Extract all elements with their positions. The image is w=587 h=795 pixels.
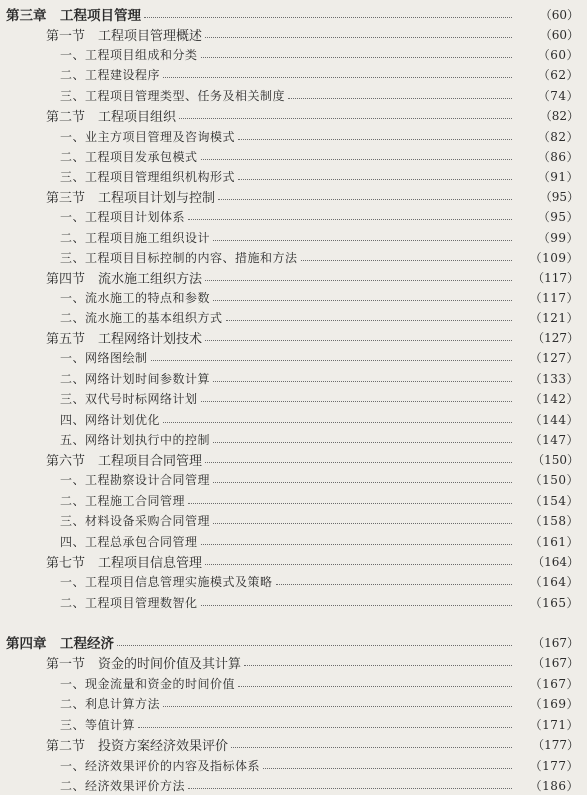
toc-page-number: （186） — [529, 778, 579, 793]
toc-item-row — [0, 227, 587, 247]
toc-section-row — [0, 734, 587, 754]
toc-section-row — [0, 267, 587, 287]
toc-item-row — [0, 166, 587, 186]
dot-leader — [201, 56, 512, 58]
dot-leader — [213, 380, 512, 382]
toc-page-number: （167） — [532, 635, 579, 650]
toc-item-row — [0, 126, 587, 146]
toc-page-number: （133） — [529, 371, 579, 386]
toc-title: 三、双代号时标网络计划 — [60, 391, 198, 406]
toc-item-row — [0, 307, 587, 327]
dot-leader — [244, 664, 512, 666]
dot-leader — [301, 259, 512, 261]
toc-title: 第一节 资金的时间价值及其计算 — [46, 656, 242, 672]
dot-leader — [213, 481, 512, 483]
toc-chapter-row — [0, 4, 587, 24]
toc-page-number: （74） — [537, 88, 579, 103]
toc-item-row — [0, 287, 587, 307]
toc-title: 一、经济效果评价的内容及指标体系 — [60, 758, 261, 773]
toc-item-row — [0, 368, 587, 388]
toc-title: 二、经济效果评价方法 — [60, 778, 186, 793]
toc-title: 二、流水施工的基本组织方式 — [60, 310, 223, 325]
toc-page-number: （164） — [532, 554, 579, 569]
toc-title: 第一节 工程项目管理概述 — [46, 28, 203, 44]
toc-page-number: （95） — [539, 189, 579, 204]
toc-item-row — [0, 409, 587, 429]
toc-title: 第六节 工程项目合同管理 — [46, 453, 203, 469]
toc-item-row — [0, 429, 587, 449]
toc-page-number: （169） — [529, 696, 579, 711]
toc-page-number: （154） — [529, 493, 579, 508]
toc-page-number: （150） — [532, 452, 579, 467]
dot-leader — [179, 117, 512, 119]
toc-page-number: （127） — [532, 330, 579, 345]
dot-leader — [201, 400, 512, 402]
dot-leader — [213, 239, 512, 241]
toc-section-row — [0, 327, 587, 347]
toc-page-number: （95） — [537, 209, 579, 224]
dot-leader — [144, 16, 512, 18]
toc-section-row — [0, 24, 587, 44]
toc-page-number: （91） — [537, 169, 579, 184]
dot-leader — [276, 583, 512, 585]
toc-item-row — [0, 510, 587, 530]
toc-title: 一、工程勘察设计合同管理 — [60, 472, 211, 487]
toc-item-row — [0, 693, 587, 713]
toc-title: 一、现金流量和资金的时间价值 — [60, 676, 236, 691]
dot-leader — [288, 97, 512, 99]
toc-item-row — [0, 469, 587, 489]
toc-title: 第四节 流水施工组织方法 — [46, 271, 203, 287]
toc-item-row — [0, 490, 587, 510]
toc-page-number: （177） — [529, 758, 579, 773]
toc-item-row — [0, 673, 587, 693]
dot-leader — [238, 178, 512, 180]
toc-title: 四、网络计划优化 — [60, 412, 161, 427]
toc-title: 二、网络计划时间参数计算 — [60, 371, 211, 386]
dot-leader — [205, 461, 512, 463]
dot-leader — [201, 543, 512, 545]
toc-page-number: （164） — [529, 574, 579, 589]
toc-item-row — [0, 592, 587, 612]
toc-page-number: （147） — [529, 432, 579, 447]
toc-title: 三、工程项目管理组织机构形式 — [60, 169, 236, 184]
toc-title: 三、工程项目管理类型、任务及相关制度 — [60, 88, 286, 103]
toc-page-number: （60） — [539, 27, 579, 42]
toc-page-number: （142） — [529, 391, 579, 406]
toc-section-row — [0, 186, 587, 206]
dot-leader — [117, 644, 512, 646]
toc-page-number: （165） — [529, 595, 579, 610]
toc-item-row — [0, 347, 587, 367]
toc-item-row — [0, 714, 587, 734]
toc-title: 二、工程项目施工组织设计 — [60, 230, 211, 245]
toc-title: 第七节 工程项目信息管理 — [46, 555, 203, 571]
toc-page-number: （167） — [532, 655, 579, 670]
toc-page-number: （144） — [529, 412, 579, 427]
toc-item-row — [0, 388, 587, 408]
toc-title: 第四章 工程经济 — [6, 636, 114, 652]
toc-title: 第二节 工程项目组织 — [46, 109, 177, 125]
toc-item-row — [0, 775, 587, 795]
toc-title: 一、流水施工的特点和参数 — [60, 290, 211, 305]
toc-title: 一、工程项目计划体系 — [60, 209, 186, 224]
toc-title: 第五节 工程网络计划技术 — [46, 331, 203, 347]
dot-leader — [238, 685, 512, 687]
toc-page-number: （62） — [537, 67, 579, 82]
dot-leader — [188, 502, 512, 504]
dot-leader — [213, 522, 512, 524]
toc-section-row — [0, 652, 587, 672]
toc-item-row — [0, 247, 587, 267]
toc-title: 三、等值计算 — [60, 717, 136, 732]
toc-page-number: （161） — [529, 534, 579, 549]
dot-leader — [188, 218, 512, 220]
toc-item-row — [0, 571, 587, 591]
toc-item-row — [0, 755, 587, 775]
toc-title: 二、工程项目发承包模式 — [60, 149, 198, 164]
dot-leader — [151, 359, 512, 361]
toc-title: 三、材料设备采购合同管理 — [60, 513, 211, 528]
toc-item-row — [0, 44, 587, 64]
toc-section-row — [0, 551, 587, 571]
toc-title: 三、工程项目目标控制的内容、措施和方法 — [60, 250, 298, 265]
dot-leader — [188, 787, 512, 789]
toc-page-number: （86） — [537, 149, 579, 164]
toc-title: 第二节 投资方案经济效果评价 — [46, 738, 229, 754]
toc-title: 第三章 工程项目管理 — [6, 8, 141, 24]
toc-title: 一、工程项目信息管理实施模式及策略 — [60, 574, 273, 589]
dot-leader — [201, 158, 512, 160]
dot-leader — [163, 76, 512, 78]
toc-page-number: （171） — [529, 717, 579, 732]
toc-title: 五、网络计划执行中的控制 — [60, 432, 211, 447]
toc-item-row — [0, 64, 587, 84]
toc-title: 二、利息计算方法 — [60, 696, 161, 711]
toc-item-row — [0, 531, 587, 551]
dot-leader — [218, 198, 512, 200]
toc-page-number: （109） — [529, 250, 579, 265]
dot-leader — [238, 138, 512, 140]
dot-leader — [205, 563, 512, 565]
toc-title: 二、工程施工合同管理 — [60, 493, 186, 508]
toc-page-number: （177） — [532, 737, 579, 752]
toc-title: 二、工程建设程序 — [60, 67, 161, 82]
toc-page-number: （82） — [539, 108, 579, 123]
toc-title: 四、工程总承包合同管理 — [60, 534, 198, 549]
toc-page-number: （150） — [529, 472, 579, 487]
toc-page-number: （82） — [537, 129, 579, 144]
toc-page-number: （121） — [529, 310, 579, 325]
dot-leader — [201, 604, 512, 606]
toc-page-number: （99） — [537, 230, 579, 245]
toc-page-number: （167） — [529, 676, 579, 691]
toc-title: 二、工程项目管理数智化 — [60, 595, 198, 610]
dot-leader — [213, 299, 512, 301]
dot-leader — [226, 319, 512, 321]
toc-section-row — [0, 105, 587, 125]
dot-leader — [263, 767, 512, 769]
toc-item-row — [0, 146, 587, 166]
toc-chapter-row — [0, 632, 587, 652]
toc-page-number: （117） — [532, 270, 579, 285]
toc-title: 一、业主方项目管理及咨询模式 — [60, 129, 236, 144]
toc-item-row — [0, 85, 587, 105]
dot-leader — [205, 279, 512, 281]
toc-page-number: （117） — [529, 290, 579, 305]
dot-leader — [138, 726, 512, 728]
toc-page-number: （127） — [529, 350, 579, 365]
dot-leader — [205, 36, 512, 38]
toc-page-number: （158） — [529, 513, 579, 528]
dot-leader — [163, 421, 512, 423]
toc-item-row — [0, 206, 587, 226]
toc-title: 第三节 工程项目计划与控制 — [46, 190, 216, 206]
dot-leader — [231, 746, 512, 748]
toc-page-number: （60） — [537, 47, 579, 62]
toc-title: 一、网络图绘制 — [60, 350, 148, 365]
toc-section-row — [0, 449, 587, 469]
dot-leader — [213, 441, 512, 443]
dot-leader — [163, 705, 512, 707]
toc-title: 一、工程项目组成和分类 — [60, 47, 198, 62]
dot-leader — [205, 339, 512, 341]
toc-page-number: （60） — [539, 7, 579, 22]
